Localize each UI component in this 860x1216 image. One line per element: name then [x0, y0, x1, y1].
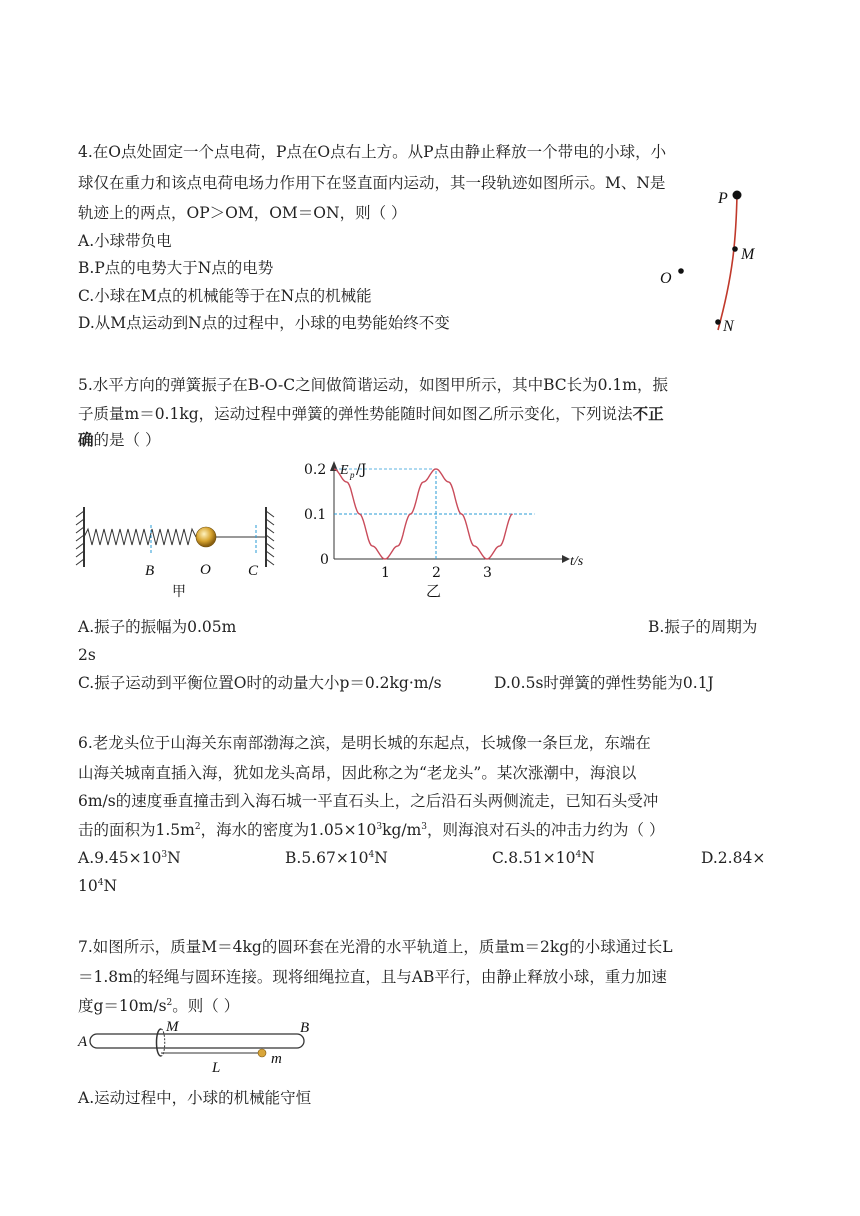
- q5-emphasis-not: 不正: [632, 405, 664, 423]
- q6-d-exp: 4: [97, 878, 104, 888]
- q6-stem-line3: 6m/s的速度垂直撞击到入海石城一平直石头上，之后沿石头两侧流走，已知石头受冲: [78, 792, 659, 810]
- x-tick-label: 1: [381, 565, 390, 581]
- q4-option-b: B.P点的电势大于N点的电势: [78, 259, 274, 277]
- q6-b-unit: N: [374, 849, 388, 867]
- q4-option-d: D.从M点运动到N点的过程中，小球的电势能始终不变: [78, 314, 450, 332]
- q5-stem-line2: [78, 404, 664, 424]
- label-a: A: [78, 1034, 88, 1050]
- label-o: O: [660, 270, 672, 287]
- label-b: B: [145, 563, 155, 579]
- q5-emphasis-correct: 确: [78, 431, 94, 449]
- label-p: P: [718, 190, 728, 207]
- q7-stem-line2: ＝1.8m的轻绳与圆环连接。现将细绳拉直，且与AB平行，由静止释放小球，重力加速: [78, 968, 667, 986]
- q6-option-d-cont: [78, 876, 117, 896]
- q4-stem-line3: 轨迹上的两点，OP＞OM，OM＝ON，则（ ）: [78, 204, 407, 222]
- oscillator-ball: [196, 527, 216, 547]
- q6-option-a: [78, 848, 181, 868]
- q7-stem-line1: 7.如图所示，质量M＝4kg的圆环套在光滑的水平轨道上，质量m＝2kg的小球通过长L: [78, 938, 673, 956]
- q6-a-unit: N: [167, 849, 181, 867]
- q6-c-unit: N: [581, 849, 595, 867]
- label-c: C: [248, 563, 259, 579]
- label-o: O: [200, 562, 211, 578]
- label-m-lower: m: [271, 1051, 282, 1067]
- label-m: M: [741, 246, 755, 263]
- y-tick-label: 0.2: [304, 462, 327, 478]
- q6-text-density: ，海水的密度为1.05×10: [200, 821, 377, 839]
- q5-spring-figure: [70, 495, 285, 605]
- ball-m: [258, 1049, 266, 1057]
- caption-jia: 甲: [172, 584, 186, 600]
- q6-stem-line2: 山海关城南直插入海，犹如龙头高昂，因此称之为“老龙头”。某次涨潮中，海浪以: [78, 764, 637, 782]
- point-o: [678, 268, 684, 274]
- q5-stem-line2-text: 子质量m＝0.1kg，运动过程中弹簧的弹性势能随时间如图乙所示变化，下列说法: [78, 405, 633, 423]
- q6-option-d: D.2.84×: [701, 849, 766, 867]
- q6-a-base: A.9.45×10: [78, 849, 162, 867]
- q6-option-b: [285, 848, 388, 868]
- q7-text-g: 度g＝10m/s: [78, 997, 167, 1015]
- label-m-upper: M: [166, 1019, 179, 1035]
- point-p: [733, 191, 742, 200]
- q7-stem-line3: [78, 996, 239, 1016]
- label-b: B: [300, 1020, 310, 1036]
- ylabel-unit: /J: [356, 462, 367, 478]
- ring-m: [157, 1029, 162, 1056]
- q6-stem-line1: 6.老龙头位于山海关东南部渤海之滨，是明长城的东起点，长城像一条巨龙，东端在: [78, 734, 651, 752]
- spring: [84, 529, 196, 545]
- q5-stem-line3-text: 的是（ ）: [93, 431, 161, 449]
- q6-b-exp: 4: [368, 850, 375, 860]
- x-tick-label: 2: [432, 565, 441, 581]
- q6-c-exp: 4: [575, 850, 582, 860]
- q4-option-a: A.小球带负电: [78, 232, 172, 250]
- q6-sup-1: 2: [194, 822, 201, 832]
- q6-b-base: B.5.67×10: [285, 849, 369, 867]
- q5-option-b-cont: 2s: [78, 646, 96, 664]
- q6-text-unit: kg/m: [382, 821, 422, 839]
- y-tick-label: 0: [320, 552, 329, 568]
- q4-option-c: C.小球在M点的机械能等于在N点的机械能: [78, 287, 372, 305]
- point-n: [715, 319, 721, 325]
- q6-sup-3: 3: [421, 822, 428, 832]
- q6-d-unit: N: [103, 877, 118, 895]
- q6-option-c: [492, 848, 595, 868]
- x-axis-arrow: [562, 555, 570, 563]
- q5-option-c: C.振子运动到平衡位置O时的动量大小p＝0.2kg·m/s: [78, 674, 442, 692]
- rail: [90, 1034, 304, 1048]
- q6-text-end: ，则海浪对石头的冲击力约为（ ）: [427, 821, 665, 839]
- q6-sup-2: 3: [376, 822, 383, 832]
- caption-yi: 乙: [426, 582, 442, 600]
- point-m: [732, 246, 738, 252]
- q4-stem-line1: 4.在O点处固定一个点电荷，P点在O点右上方。从P点由静止释放一个带电的小球，小: [78, 143, 667, 161]
- x-tick-label: 3: [483, 565, 492, 581]
- q6-stem-line4: [78, 820, 664, 840]
- q5-option-d: D.0.5s时弹簧的弹性势能为0.1J: [494, 674, 714, 692]
- q7-option-a: A.运动过程中，小球的机械能守恒: [78, 1089, 312, 1107]
- label-l: L: [212, 1060, 221, 1076]
- q5-energy-chart: [300, 455, 600, 607]
- q5-option-b: B.振子的周期为: [648, 618, 758, 636]
- q6-a-exp: 3: [161, 850, 168, 860]
- q4-trajectory-figure: [650, 185, 780, 340]
- q4-stem-line2: 球仅在重力和该点电荷电场力作用下在竖直面内运动，其一段轨迹如图所示。M、N是: [78, 174, 666, 192]
- q5-stem-line3: [78, 430, 160, 450]
- xlabel: t/s: [570, 554, 584, 569]
- q7-sup: 2: [166, 998, 173, 1008]
- q6-text-area: 击的面积为1.5m: [78, 821, 195, 839]
- trajectory-curve: [718, 195, 737, 330]
- q7-ring-figure: [75, 1018, 335, 1078]
- y-tick-label: 0.1: [304, 507, 327, 523]
- q6-d-base: 10: [78, 877, 98, 895]
- q5-stem-line1: 5.水平方向的弹簧振子在B-O-C之间做简谐运动，如图甲所示，其中BC长为0.1m，振: [78, 376, 668, 394]
- ylabel-sub: p: [350, 470, 355, 480]
- ylabel-main: E: [340, 463, 349, 478]
- label-n: N: [723, 318, 734, 335]
- q7-text-end: 。则（ ）: [172, 997, 240, 1015]
- q5-option-a: A.振子的振幅为0.05m: [78, 618, 237, 636]
- q6-c-base: C.8.51×10: [492, 849, 576, 867]
